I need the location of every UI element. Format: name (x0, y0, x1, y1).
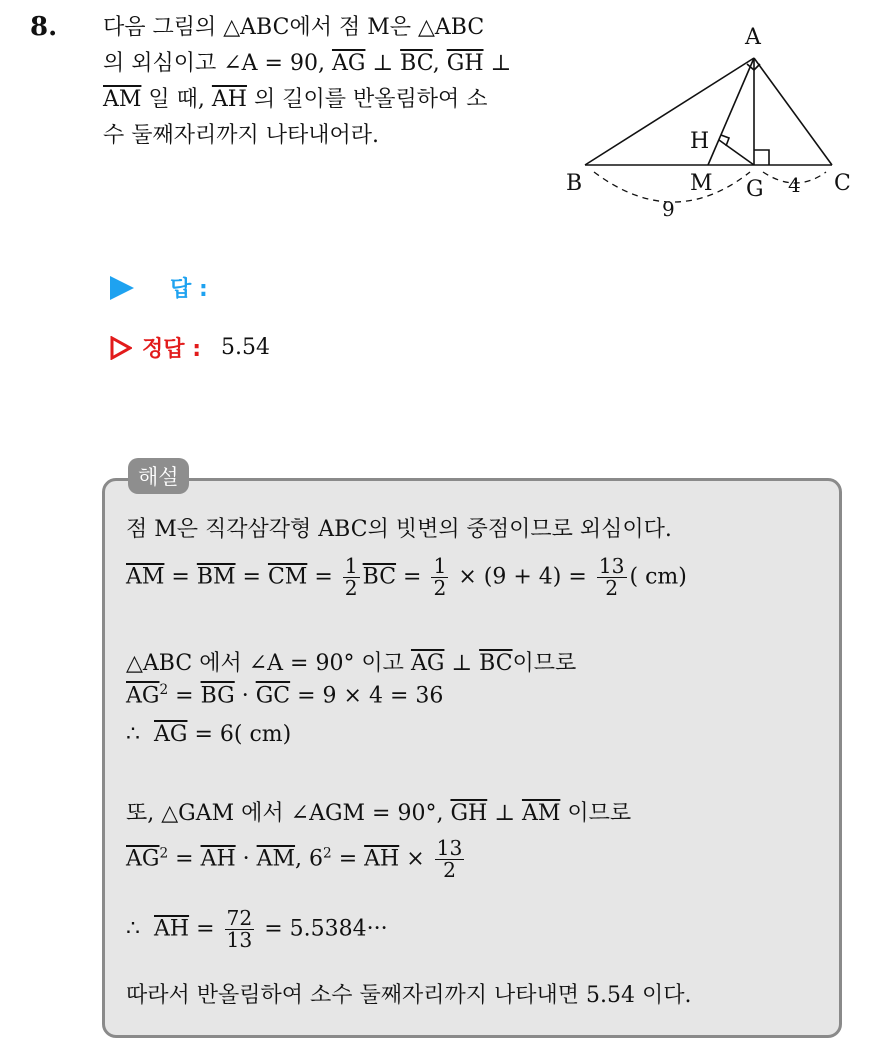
length-bg: 9 (662, 197, 675, 220)
explanation-line-2: $\overline{AM} = \overline{BM} = \overline{CM}$ = $\frac{1}{2}$ $\overline{BC}$ = $\frac{1}{2}$ × (9 + 4) = $\frac{13}{2}$ ( cm) (126, 554, 687, 601)
triangle-figure (558, 20, 858, 220)
question-number: 8. (30, 12, 58, 42)
play-arrow-icon (110, 276, 134, 300)
question-line-1: 다음 그림의 △ABC에서 점 M은 △ABC (103, 15, 485, 40)
label-h: H (690, 129, 710, 154)
explanation-line-3: △ABC 에서 ∠A = 90° 이고 $\overline{AG}$ ⊥ $\overline{BC}$이므로 (126, 651, 577, 676)
explanation-line-6: 또, △GAM 에서 ∠AGM = 90°, $\overline{GH}$ ⊥ $\overline{AM}$ 이므로 (126, 801, 632, 826)
right-angle-g (754, 150, 769, 165)
correct-answer-row (110, 332, 270, 363)
explanation-line-7: $\overline{AG}^2 = \overline{AH} \cdot \overline{AM}$, $6^2 = \overline{AH}$ × $\frac{13}{2}$ (126, 836, 463, 883)
label-a: A (745, 25, 761, 50)
answer-row (110, 272, 208, 303)
label-c: C (834, 171, 851, 196)
explanation-line-4: $\overline{AG}^2 = \overline{BG} \cdot \overline{GC} = 9 \times 4 = 36$ (126, 682, 444, 709)
label-g: G (746, 177, 764, 202)
explanation-line-9: 따라서 반올림하여 소수 둘째자리까지 나타내면 5.54 이다. (126, 983, 692, 1008)
explanation-line-8: ∴ $\overline{AH}$ = $\frac{72}{13}$ = 5.5384··· (126, 906, 388, 953)
outline-arrow-icon (110, 336, 132, 360)
side-ab (585, 58, 754, 165)
question-text (103, 10, 553, 154)
explanation-line-5: ∴ $\overline{AG} = 6$( cm) (126, 722, 292, 747)
correct-answer-value: 5.54 (221, 335, 270, 360)
question-line-4: 수 둘째자리까지 나타내어라. (103, 123, 380, 148)
correct-answer-label: 정답 : (142, 337, 201, 362)
length-gc: 4 (788, 173, 801, 197)
explanation-line-1: 점 M은 직각삼각형 ABC의 빗변의 중점이므로 외심이다. (126, 517, 672, 542)
answer-label: 답 : (170, 277, 208, 302)
question-line-2: 의 외심이고 ∠A = 90, $\overline{AG}$ ⊥ $\overline{BC}$, $\overline{GH}$ ⊥ (103, 51, 512, 76)
explanation-tab: 해설 (128, 458, 189, 494)
label-b: B (566, 171, 583, 196)
segment-gh (719, 140, 754, 165)
question-line-3: $\overline{AM}$ 일 때, $\overline{AH}$ 의 길이를 반올림하여 소 (103, 87, 488, 112)
label-m: M (690, 171, 713, 196)
side-ac (754, 58, 832, 165)
